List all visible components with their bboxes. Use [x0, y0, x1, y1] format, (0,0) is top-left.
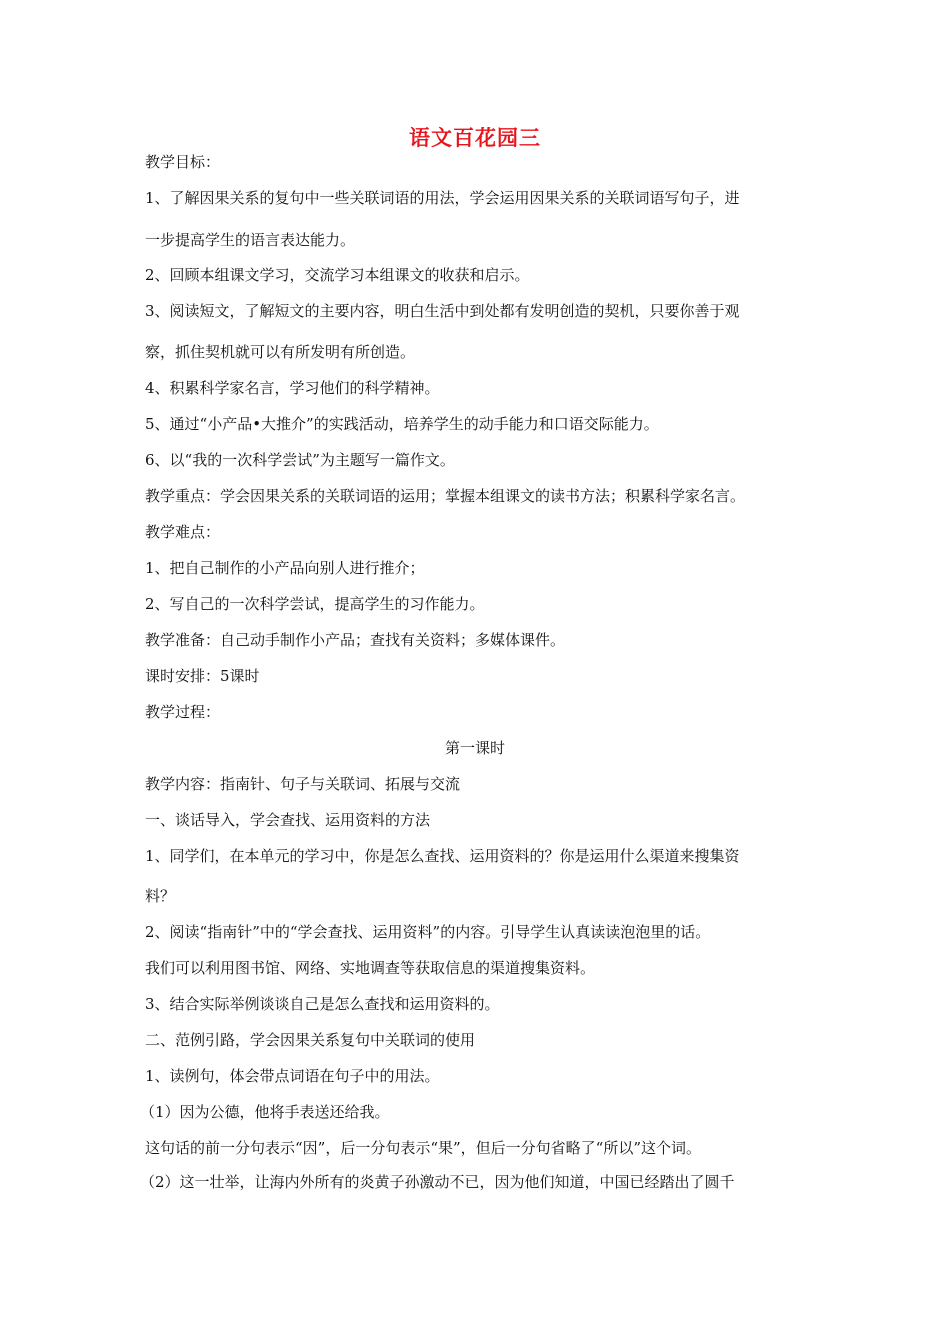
- paragraph-line: 教学准备：自己动手制作小产品；查找有关资料；多媒体课件。: [145, 631, 566, 649]
- paragraph-line: 6、以“我的一次科学尝试”为主题写一篇作文。: [145, 451, 455, 469]
- paragraph-line: （2）这一壮举，让海内外所有的炎黄子孙激动不已，因为他们知道，中国已经踏出了圆千: [140, 1173, 735, 1191]
- paragraph-line: 察，抓住契机就可以有所发明有所创造。: [145, 343, 416, 361]
- section-heading-process: 教学过程：: [145, 703, 221, 721]
- paragraph-line: （1）因为公德，他将手表送还给我。: [140, 1103, 390, 1121]
- paragraph-line: 1、读例句，体会带点词语在句子中的用法。: [145, 1067, 440, 1085]
- paragraph-line: 课时安排：5课时: [145, 667, 260, 685]
- paragraph-line: 2、阅读“指南针”中的“学会查找、运用资料”的内容。引导学生认真读读泡泡里的话。: [145, 923, 711, 941]
- section-heading-objectives: 教学目标：: [145, 153, 221, 171]
- paragraph-line: 1、同学们，在本单元的学习中，你是怎么查找、运用资料的？你是运用什么渠道来搜集资: [145, 847, 740, 865]
- paragraph-line: 1、了解因果关系的复句中一些关联词语的用法，学会运用因果关系的关联词语写句子，进: [145, 189, 740, 207]
- paragraph-line: 一、谈话导入，学会查找、运用资料的方法: [145, 811, 431, 829]
- paragraph-line: 5、通过“小产品•大推介”的实践活动，培养学生的动手能力和口语交际能力。: [145, 415, 659, 433]
- paragraph-line: 2、回顾本组课文学习，交流学习本组课文的收获和启示。: [145, 266, 530, 284]
- paragraph-line: 4、积累科学家名言，学习他们的科学精神。: [145, 379, 440, 397]
- paragraph-line: 1、把自己制作的小产品向别人进行推介；: [145, 559, 425, 577]
- lesson-heading: 第一课时: [444, 739, 505, 757]
- paragraph-line: 3、结合实际举例谈谈自己是怎么查找和运用资料的。: [145, 995, 500, 1013]
- document-title: 语文百花园三: [409, 126, 541, 150]
- paragraph-line: 我们可以利用图书馆、网络、实地调查等获取信息的渠道搜集资料。: [145, 959, 596, 977]
- paragraph-line: 二、范例引路，学会因果关系复句中关联词的使用: [145, 1031, 476, 1049]
- paragraph-line: 一步提高学生的语言表达能力。: [145, 231, 356, 249]
- paragraph-line: 2、写自己的一次科学尝试，提高学生的习作能力。: [145, 595, 485, 613]
- paragraph-line: 3、阅读短文，了解短文的主要内容，明白生活中到处都有发明创造的契机，只要你善于观: [145, 302, 740, 320]
- paragraph-line: 教学重点：学会因果关系的关联词语的运用；掌握本组课文的读书方法；积累科学家名言。: [145, 487, 746, 505]
- paragraph-line: 这句话的前一分句表示“因”，后一分句表示“果”，但后一分句省略了“所以”这个词。: [145, 1139, 702, 1157]
- section-heading-difficulties: 教学难点：: [145, 523, 221, 541]
- paragraph-line: 料？: [145, 887, 176, 905]
- paragraph-line: 教学内容：指南针、句子与关联词、拓展与交流: [145, 775, 461, 793]
